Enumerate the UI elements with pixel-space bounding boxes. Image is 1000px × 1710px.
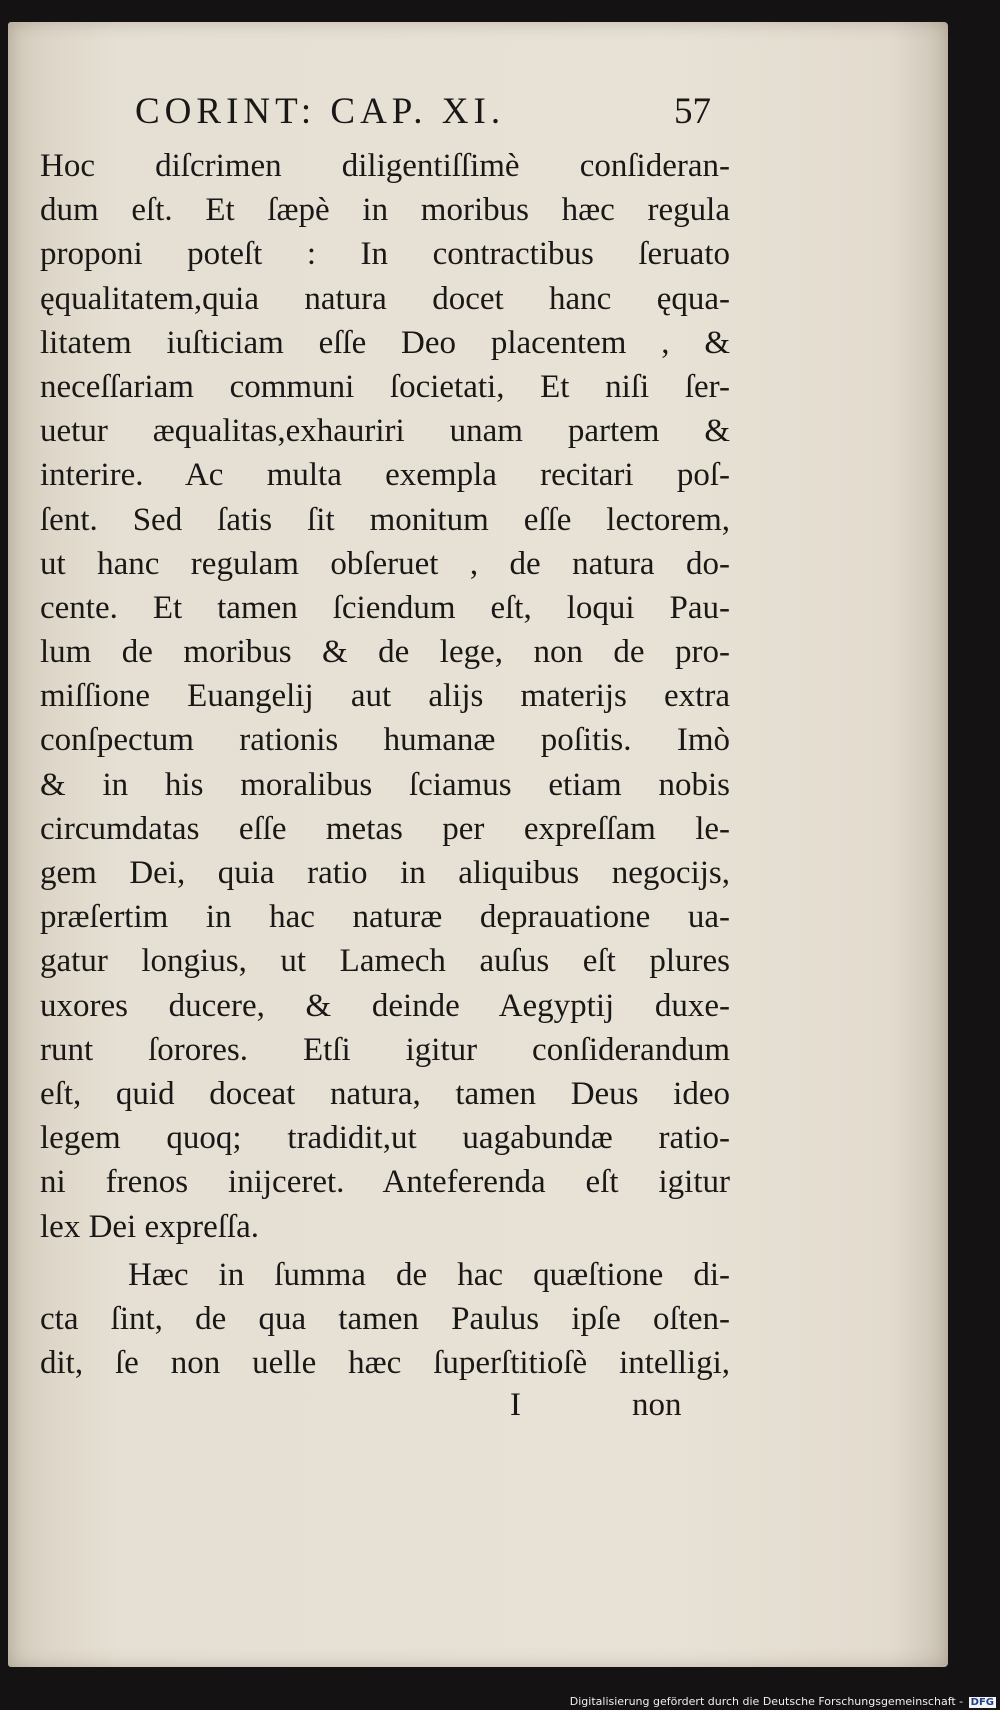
text-line: ni frenos inijceret. Anteferenda eſt igitur	[40, 1164, 730, 1201]
text-line: litatem iuſticiam eſſe Deo placentem , &	[40, 324, 730, 361]
text-line: lex Dei expreſſa.	[40, 1208, 259, 1245]
digitization-credit	[570, 1695, 996, 1708]
text-line: ſent. Sed ſatis ſit monitum eſſe lectorem,	[40, 501, 730, 538]
text-line: præſertim in hac naturæ deprauatione ua-	[40, 899, 730, 936]
text-line: interire. Ac multa exempla recitari poſ-	[40, 457, 730, 494]
text-line: cente. Et tamen ſciendum eſt, loqui Pau-	[40, 589, 730, 626]
running-head	[40, 84, 730, 144]
text-line: uxores ducere, & deinde Aegyptij duxe-	[40, 987, 730, 1024]
text-line: gatur longius, ut Lamech auſus eſt plures	[40, 943, 730, 980]
signature-mark: I	[510, 1387, 521, 1424]
main-text	[40, 144, 730, 1385]
text-line: lum de moribus & de lege, non de pro-	[40, 634, 730, 671]
text-line: neceſſariam communi ſocietati, Et niſi ſer-	[40, 368, 730, 405]
text-line: Hæc in ſumma de hac quæſtione di-	[128, 1256, 730, 1293]
text-line: dit, ſe non uelle hæc ſuperſtitioſè intelligi,	[40, 1345, 730, 1382]
text-line: runt ſorores. Etſi igitur conſiderandum	[40, 1031, 730, 1068]
text-line: & in his moralibus ſciamus etiam nobis	[40, 766, 730, 803]
text-line: legem quoq; tradidit,ut uagabundæ ratio-	[40, 1120, 730, 1157]
text-line: conſpectum rationis humanæ poſitis. Imò	[40, 722, 730, 759]
text-line: eſt, quid doceat natura, tamen Deus ideo	[40, 1075, 730, 1112]
text-line: gem Dei, quia ratio in aliquibus negocijs,	[40, 855, 730, 891]
text-line: miſſione Euangelij aut alijs materijs extra	[40, 678, 730, 715]
book-page	[8, 22, 948, 1667]
text-line: uetur æqualitas,exhauriri unam partem &	[40, 413, 730, 450]
text-line: circumdatas eſſe metas per expreſſam le-	[40, 810, 730, 847]
running-head-title: CORINT: CAP. XI.	[135, 91, 506, 132]
text-line: ęqualitatem,quia natura docet hanc ęqua-	[40, 280, 730, 317]
credit-text: Digitalisierung gefördert durch die Deutsche Forschungsgemeinschaft -	[569, 1695, 964, 1708]
text-line: Hoc diſcrimen diligentiſſimè conſideran-	[40, 148, 730, 184]
text-line: proponi poteſt : In contractibus ſeruato	[40, 236, 730, 273]
dfg-logo: DFG	[970, 1696, 994, 1708]
text-line: ut hanc regulam obſeruet , de natura do-	[40, 545, 730, 582]
page-number: 57	[674, 91, 711, 132]
signature-catchword-row	[40, 1385, 730, 1433]
text-line: cta ſint, de qua tamen Paulus ipſe oſten-	[40, 1300, 730, 1337]
catchword: non	[632, 1387, 682, 1424]
text-line: dum eſt. Et ſæpè in moribus hæc regula	[40, 192, 730, 229]
page-content	[40, 84, 730, 1433]
